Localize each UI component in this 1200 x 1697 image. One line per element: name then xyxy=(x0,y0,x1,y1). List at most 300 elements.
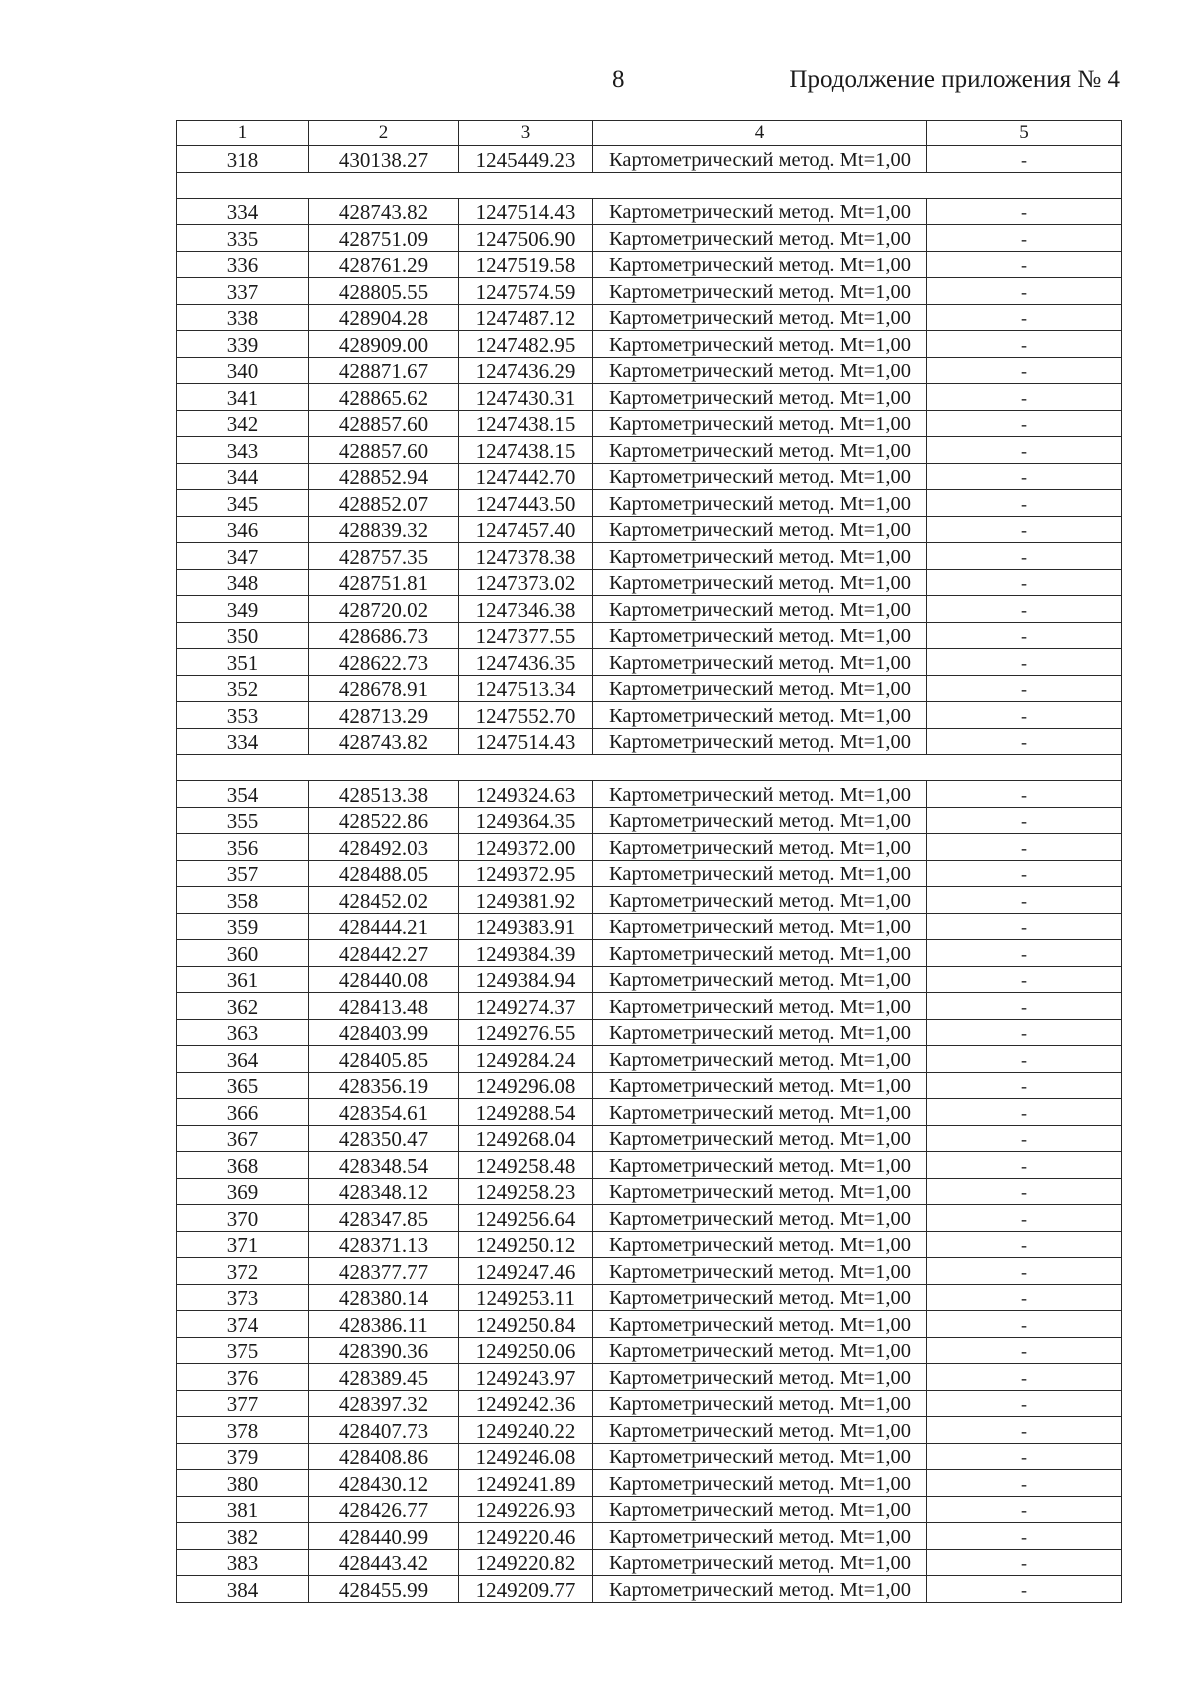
table-row xyxy=(177,1152,1122,1179)
table-row xyxy=(177,1205,1122,1232)
y-coordinate-cell: 1249268.04 xyxy=(459,1125,593,1152)
method-cell: Картометрический метод. Mt=1,00 xyxy=(593,1231,927,1258)
table-row xyxy=(177,860,1122,887)
point-number-cell: 379 xyxy=(177,1443,309,1470)
x-coordinate-cell: 428865.62 xyxy=(309,384,459,411)
x-coordinate-cell: 428751.81 xyxy=(309,569,459,596)
method-cell: Картометрический метод. Mt=1,00 xyxy=(593,1072,927,1099)
table-row xyxy=(177,1046,1122,1073)
table-row xyxy=(177,1178,1122,1205)
point-number-cell: 372 xyxy=(177,1258,309,1285)
point-number-cell: 350 xyxy=(177,622,309,649)
x-coordinate-cell: 428403.99 xyxy=(309,1019,459,1046)
x-coordinate-cell: 428452.02 xyxy=(309,887,459,914)
note-cell: - xyxy=(927,1443,1122,1470)
note-cell: - xyxy=(927,1099,1122,1126)
method-cell: Картометрический метод. Mt=1,00 xyxy=(593,834,927,861)
y-coordinate-cell: 1249242.36 xyxy=(459,1390,593,1417)
table-row xyxy=(177,1417,1122,1444)
method-cell: Картометрический метод. Mt=1,00 xyxy=(593,807,927,834)
method-cell: Картометрический метод. Mt=1,00 xyxy=(593,251,927,278)
point-number-cell: 335 xyxy=(177,225,309,252)
column-header: 4 xyxy=(593,121,927,146)
note-cell: - xyxy=(927,410,1122,437)
point-number-cell: 383 xyxy=(177,1549,309,1576)
note-cell: - xyxy=(927,1470,1122,1497)
method-cell: Картометрический метод. Mt=1,00 xyxy=(593,966,927,993)
method-cell: Картометрический метод. Mt=1,00 xyxy=(593,569,927,596)
point-number-cell: 378 xyxy=(177,1417,309,1444)
y-coordinate-cell: 1247430.31 xyxy=(459,384,593,411)
note-cell: - xyxy=(927,1231,1122,1258)
table-row xyxy=(177,1364,1122,1391)
method-cell: Картометрический метод. Mt=1,00 xyxy=(593,463,927,490)
note-cell: - xyxy=(927,1337,1122,1364)
x-coordinate-cell: 428347.85 xyxy=(309,1205,459,1232)
x-coordinate-cell: 428407.73 xyxy=(309,1417,459,1444)
x-coordinate-cell: 428386.11 xyxy=(309,1311,459,1338)
y-coordinate-cell: 1249226.93 xyxy=(459,1496,593,1523)
note-cell: - xyxy=(927,649,1122,676)
note-cell: - xyxy=(927,1496,1122,1523)
table-row xyxy=(177,490,1122,517)
table-row xyxy=(177,913,1122,940)
column-header: 3 xyxy=(459,121,593,146)
y-coordinate-cell: 1249372.00 xyxy=(459,834,593,861)
note-cell: - xyxy=(927,1523,1122,1550)
x-coordinate-cell: 428743.82 xyxy=(309,198,459,225)
point-number-cell: 343 xyxy=(177,437,309,464)
table-row xyxy=(177,1311,1122,1338)
method-cell: Картометрический метод. Mt=1,00 xyxy=(593,1549,927,1576)
y-coordinate-cell: 1249384.94 xyxy=(459,966,593,993)
point-number-cell: 382 xyxy=(177,1523,309,1550)
method-cell: Картометрический метод. Mt=1,00 xyxy=(593,596,927,623)
y-coordinate-cell: 1249250.84 xyxy=(459,1311,593,1338)
method-cell: Картометрический метод. Mt=1,00 xyxy=(593,860,927,887)
note-cell: - xyxy=(927,1019,1122,1046)
y-coordinate-cell: 1249247.46 xyxy=(459,1258,593,1285)
x-coordinate-cell: 428839.32 xyxy=(309,516,459,543)
method-cell: Картометрический метод. Mt=1,00 xyxy=(593,357,927,384)
note-cell: - xyxy=(927,384,1122,411)
table-body xyxy=(177,146,1122,1603)
table-row xyxy=(177,966,1122,993)
note-cell: - xyxy=(927,913,1122,940)
point-number-cell: 374 xyxy=(177,1311,309,1338)
point-number-cell: 361 xyxy=(177,966,309,993)
table-row xyxy=(177,834,1122,861)
x-coordinate-cell: 428426.77 xyxy=(309,1496,459,1523)
note-cell: - xyxy=(927,1284,1122,1311)
x-coordinate-cell: 428350.47 xyxy=(309,1125,459,1152)
note-cell: - xyxy=(927,1072,1122,1099)
point-number-cell: 355 xyxy=(177,807,309,834)
point-number-cell: 339 xyxy=(177,331,309,358)
method-cell: Картометрический метод. Mt=1,00 xyxy=(593,1523,927,1550)
y-coordinate-cell: 1245449.23 xyxy=(459,146,593,173)
note-cell: - xyxy=(927,1205,1122,1232)
x-coordinate-cell: 428354.61 xyxy=(309,1099,459,1126)
note-cell: - xyxy=(927,146,1122,173)
note-cell: - xyxy=(927,834,1122,861)
table-row xyxy=(177,1258,1122,1285)
y-coordinate-cell: 1247519.58 xyxy=(459,251,593,278)
point-number-cell: 367 xyxy=(177,1125,309,1152)
x-coordinate-cell: 428720.02 xyxy=(309,596,459,623)
x-coordinate-cell: 428622.73 xyxy=(309,649,459,676)
table-row xyxy=(177,1470,1122,1497)
note-cell: - xyxy=(927,198,1122,225)
table-row xyxy=(177,384,1122,411)
table-row xyxy=(177,1231,1122,1258)
table-row xyxy=(177,1099,1122,1126)
table-row xyxy=(177,569,1122,596)
table-row xyxy=(177,1443,1122,1470)
note-cell: - xyxy=(927,966,1122,993)
table-header-row xyxy=(177,121,1122,146)
y-coordinate-cell: 1249220.82 xyxy=(459,1549,593,1576)
note-cell: - xyxy=(927,887,1122,914)
x-coordinate-cell: 428405.85 xyxy=(309,1046,459,1073)
note-cell: - xyxy=(927,675,1122,702)
method-cell: Картометрический метод. Mt=1,00 xyxy=(593,304,927,331)
method-cell: Картометрический метод. Mt=1,00 xyxy=(593,1364,927,1391)
point-number-cell: 369 xyxy=(177,1178,309,1205)
note-cell: - xyxy=(927,1046,1122,1073)
method-cell: Картометрический метод. Mt=1,00 xyxy=(593,225,927,252)
note-cell: - xyxy=(927,702,1122,729)
separator-cell xyxy=(177,172,1122,198)
table-row xyxy=(177,1337,1122,1364)
method-cell: Картометрический метод. Mt=1,00 xyxy=(593,1152,927,1179)
y-coordinate-cell: 1249209.77 xyxy=(459,1576,593,1603)
table-row xyxy=(177,1125,1122,1152)
method-cell: Картометрический метод. Mt=1,00 xyxy=(593,1019,927,1046)
method-cell: Картометрический метод. Mt=1,00 xyxy=(593,675,927,702)
note-cell: - xyxy=(927,304,1122,331)
method-cell: Картометрический метод. Mt=1,00 xyxy=(593,1311,927,1338)
appendix-continuation-title: Продолжение приложения № 4 xyxy=(789,66,1120,93)
note-cell: - xyxy=(927,807,1122,834)
y-coordinate-cell: 1249256.64 xyxy=(459,1205,593,1232)
point-number-cell: 338 xyxy=(177,304,309,331)
point-number-cell: 336 xyxy=(177,251,309,278)
table-row xyxy=(177,1496,1122,1523)
note-cell: - xyxy=(927,993,1122,1020)
table-row xyxy=(177,728,1122,755)
section-separator-row xyxy=(177,755,1122,781)
x-coordinate-cell: 428852.94 xyxy=(309,463,459,490)
note-cell: - xyxy=(927,860,1122,887)
y-coordinate-cell: 1247514.43 xyxy=(459,198,593,225)
table-row xyxy=(177,437,1122,464)
note-cell: - xyxy=(927,1311,1122,1338)
table-row xyxy=(177,1019,1122,1046)
point-number-cell: 370 xyxy=(177,1205,309,1232)
note-cell: - xyxy=(927,1417,1122,1444)
x-coordinate-cell: 428397.32 xyxy=(309,1390,459,1417)
table-row xyxy=(177,146,1122,173)
y-coordinate-cell: 1247443.50 xyxy=(459,490,593,517)
method-cell: Картометрический метод. Mt=1,00 xyxy=(593,940,927,967)
method-cell: Картометрический метод. Mt=1,00 xyxy=(593,1099,927,1126)
y-coordinate-cell: 1249372.95 xyxy=(459,860,593,887)
y-coordinate-cell: 1247436.35 xyxy=(459,649,593,676)
method-cell: Картометрический метод. Mt=1,00 xyxy=(593,146,927,173)
note-cell: - xyxy=(927,728,1122,755)
x-coordinate-cell: 428440.99 xyxy=(309,1523,459,1550)
method-cell: Картометрический метод. Mt=1,00 xyxy=(593,543,927,570)
x-coordinate-cell: 428380.14 xyxy=(309,1284,459,1311)
point-number-cell: 363 xyxy=(177,1019,309,1046)
x-coordinate-cell: 428757.35 xyxy=(309,543,459,570)
point-number-cell: 364 xyxy=(177,1046,309,1073)
point-number-cell: 318 xyxy=(177,146,309,173)
separator-cell xyxy=(177,755,1122,781)
method-cell: Картометрический метод. Mt=1,00 xyxy=(593,781,927,808)
note-cell: - xyxy=(927,463,1122,490)
note-cell: - xyxy=(927,490,1122,517)
table-row xyxy=(177,807,1122,834)
note-cell: - xyxy=(927,331,1122,358)
point-number-cell: 359 xyxy=(177,913,309,940)
x-coordinate-cell: 428743.82 xyxy=(309,728,459,755)
table-row xyxy=(177,781,1122,808)
y-coordinate-cell: 1249284.24 xyxy=(459,1046,593,1073)
y-coordinate-cell: 1249246.08 xyxy=(459,1443,593,1470)
method-cell: Картометрический метод. Mt=1,00 xyxy=(593,331,927,358)
note-cell: - xyxy=(927,622,1122,649)
table-row xyxy=(177,596,1122,623)
x-coordinate-cell: 428455.99 xyxy=(309,1576,459,1603)
table-row xyxy=(177,649,1122,676)
column-header: 5 xyxy=(927,121,1122,146)
point-number-cell: 373 xyxy=(177,1284,309,1311)
method-cell: Картометрический метод. Mt=1,00 xyxy=(593,1125,927,1152)
note-cell: - xyxy=(927,781,1122,808)
x-coordinate-cell: 428904.28 xyxy=(309,304,459,331)
y-coordinate-cell: 1247346.38 xyxy=(459,596,593,623)
y-coordinate-cell: 1247574.59 xyxy=(459,278,593,305)
y-coordinate-cell: 1249384.39 xyxy=(459,940,593,967)
point-number-cell: 366 xyxy=(177,1099,309,1126)
x-coordinate-cell: 428356.19 xyxy=(309,1072,459,1099)
coordinates-table xyxy=(176,120,1122,1603)
x-coordinate-cell: 428443.42 xyxy=(309,1549,459,1576)
method-cell: Картометрический метод. Mt=1,00 xyxy=(593,1258,927,1285)
table-row xyxy=(177,543,1122,570)
x-coordinate-cell: 428440.08 xyxy=(309,966,459,993)
column-header: 1 xyxy=(177,121,309,146)
note-cell: - xyxy=(927,1125,1122,1152)
method-cell: Картометрический метод. Mt=1,00 xyxy=(593,437,927,464)
y-coordinate-cell: 1247438.15 xyxy=(459,437,593,464)
method-cell: Картометрический метод. Mt=1,00 xyxy=(593,993,927,1020)
y-coordinate-cell: 1249250.12 xyxy=(459,1231,593,1258)
y-coordinate-cell: 1249296.08 xyxy=(459,1072,593,1099)
table-row xyxy=(177,1072,1122,1099)
table-row xyxy=(177,993,1122,1020)
x-coordinate-cell: 428371.13 xyxy=(309,1231,459,1258)
x-coordinate-cell: 428408.86 xyxy=(309,1443,459,1470)
table-row xyxy=(177,1576,1122,1603)
y-coordinate-cell: 1249258.23 xyxy=(459,1178,593,1205)
y-coordinate-cell: 1247487.12 xyxy=(459,304,593,331)
table-row xyxy=(177,410,1122,437)
point-number-cell: 362 xyxy=(177,993,309,1020)
x-coordinate-cell: 428492.03 xyxy=(309,834,459,861)
point-number-cell: 337 xyxy=(177,278,309,305)
table-row xyxy=(177,225,1122,252)
point-number-cell: 351 xyxy=(177,649,309,676)
method-cell: Картометрический метод. Mt=1,00 xyxy=(593,913,927,940)
method-cell: Картометрический метод. Mt=1,00 xyxy=(593,1178,927,1205)
y-coordinate-cell: 1247442.70 xyxy=(459,463,593,490)
point-number-cell: 340 xyxy=(177,357,309,384)
point-number-cell: 371 xyxy=(177,1231,309,1258)
x-coordinate-cell: 428713.29 xyxy=(309,702,459,729)
x-coordinate-cell: 428852.07 xyxy=(309,490,459,517)
note-cell: - xyxy=(927,1152,1122,1179)
x-coordinate-cell: 428413.48 xyxy=(309,993,459,1020)
y-coordinate-cell: 1249276.55 xyxy=(459,1019,593,1046)
method-cell: Картометрический метод. Mt=1,00 xyxy=(593,410,927,437)
note-cell: - xyxy=(927,1178,1122,1205)
y-coordinate-cell: 1249383.91 xyxy=(459,913,593,940)
note-cell: - xyxy=(927,1576,1122,1603)
table-row xyxy=(177,1549,1122,1576)
method-cell: Картометрический метод. Mt=1,00 xyxy=(593,1496,927,1523)
y-coordinate-cell: 1249250.06 xyxy=(459,1337,593,1364)
y-coordinate-cell: 1247514.43 xyxy=(459,728,593,755)
method-cell: Картометрический метод. Mt=1,00 xyxy=(593,887,927,914)
x-coordinate-cell: 428751.09 xyxy=(309,225,459,252)
y-coordinate-cell: 1247457.40 xyxy=(459,516,593,543)
x-coordinate-cell: 428678.91 xyxy=(309,675,459,702)
y-coordinate-cell: 1247377.55 xyxy=(459,622,593,649)
y-coordinate-cell: 1249258.48 xyxy=(459,1152,593,1179)
table-row xyxy=(177,516,1122,543)
x-coordinate-cell: 428444.21 xyxy=(309,913,459,940)
method-cell: Картометрический метод. Mt=1,00 xyxy=(593,649,927,676)
point-number-cell: 377 xyxy=(177,1390,309,1417)
note-cell: - xyxy=(927,1390,1122,1417)
y-coordinate-cell: 1249243.97 xyxy=(459,1364,593,1391)
x-coordinate-cell: 428348.12 xyxy=(309,1178,459,1205)
point-number-cell: 352 xyxy=(177,675,309,702)
point-number-cell: 353 xyxy=(177,702,309,729)
x-coordinate-cell: 428871.67 xyxy=(309,357,459,384)
x-coordinate-cell: 428857.60 xyxy=(309,437,459,464)
page-number: 8 xyxy=(612,66,625,93)
table-row xyxy=(177,304,1122,331)
note-cell: - xyxy=(927,225,1122,252)
y-coordinate-cell: 1249220.46 xyxy=(459,1523,593,1550)
point-number-cell: 334 xyxy=(177,728,309,755)
point-number-cell: 345 xyxy=(177,490,309,517)
method-cell: Картометрический метод. Mt=1,00 xyxy=(593,198,927,225)
table-row xyxy=(177,887,1122,914)
table-row xyxy=(177,702,1122,729)
point-number-cell: 384 xyxy=(177,1576,309,1603)
point-number-cell: 348 xyxy=(177,569,309,596)
point-number-cell: 334 xyxy=(177,198,309,225)
x-coordinate-cell: 428805.55 xyxy=(309,278,459,305)
y-coordinate-cell: 1247482.95 xyxy=(459,331,593,358)
note-cell: - xyxy=(927,357,1122,384)
x-coordinate-cell: 428857.60 xyxy=(309,410,459,437)
y-coordinate-cell: 1249364.35 xyxy=(459,807,593,834)
table-row xyxy=(177,940,1122,967)
y-coordinate-cell: 1249324.63 xyxy=(459,781,593,808)
x-coordinate-cell: 428761.29 xyxy=(309,251,459,278)
method-cell: Картометрический метод. Mt=1,00 xyxy=(593,278,927,305)
x-coordinate-cell: 428389.45 xyxy=(309,1364,459,1391)
table-row xyxy=(177,1390,1122,1417)
y-coordinate-cell: 1249381.92 xyxy=(459,887,593,914)
method-cell: Картометрический метод. Mt=1,00 xyxy=(593,490,927,517)
y-coordinate-cell: 1249241.89 xyxy=(459,1470,593,1497)
method-cell: Картометрический метод. Mt=1,00 xyxy=(593,1470,927,1497)
x-coordinate-cell: 428488.05 xyxy=(309,860,459,887)
method-cell: Картометрический метод. Mt=1,00 xyxy=(593,1390,927,1417)
method-cell: Картометрический метод. Mt=1,00 xyxy=(593,1417,927,1444)
table-row xyxy=(177,622,1122,649)
point-number-cell: 360 xyxy=(177,940,309,967)
note-cell: - xyxy=(927,1258,1122,1285)
y-coordinate-cell: 1247438.15 xyxy=(459,410,593,437)
y-coordinate-cell: 1249274.37 xyxy=(459,993,593,1020)
y-coordinate-cell: 1247513.34 xyxy=(459,675,593,702)
y-coordinate-cell: 1249240.22 xyxy=(459,1417,593,1444)
x-coordinate-cell: 428390.36 xyxy=(309,1337,459,1364)
point-number-cell: 357 xyxy=(177,860,309,887)
point-number-cell: 356 xyxy=(177,834,309,861)
y-coordinate-cell: 1247436.29 xyxy=(459,357,593,384)
y-coordinate-cell: 1249288.54 xyxy=(459,1099,593,1126)
table-row xyxy=(177,251,1122,278)
point-number-cell: 380 xyxy=(177,1470,309,1497)
point-number-cell: 344 xyxy=(177,463,309,490)
note-cell: - xyxy=(927,596,1122,623)
y-coordinate-cell: 1247506.90 xyxy=(459,225,593,252)
method-cell: Картометрический метод. Mt=1,00 xyxy=(593,702,927,729)
note-cell: - xyxy=(927,1549,1122,1576)
table-row xyxy=(177,278,1122,305)
method-cell: Картометрический метод. Mt=1,00 xyxy=(593,1337,927,1364)
point-number-cell: 347 xyxy=(177,543,309,570)
point-number-cell: 346 xyxy=(177,516,309,543)
y-coordinate-cell: 1249253.11 xyxy=(459,1284,593,1311)
note-cell: - xyxy=(927,1364,1122,1391)
point-number-cell: 354 xyxy=(177,781,309,808)
note-cell: - xyxy=(927,516,1122,543)
x-coordinate-cell: 428686.73 xyxy=(309,622,459,649)
y-coordinate-cell: 1247552.70 xyxy=(459,702,593,729)
table-row xyxy=(177,1284,1122,1311)
x-coordinate-cell: 428909.00 xyxy=(309,331,459,358)
point-number-cell: 368 xyxy=(177,1152,309,1179)
method-cell: Картометрический метод. Mt=1,00 xyxy=(593,516,927,543)
note-cell: - xyxy=(927,437,1122,464)
x-coordinate-cell: 428522.86 xyxy=(309,807,459,834)
table-row xyxy=(177,463,1122,490)
column-header: 2 xyxy=(309,121,459,146)
y-coordinate-cell: 1247373.02 xyxy=(459,569,593,596)
note-cell: - xyxy=(927,251,1122,278)
point-number-cell: 349 xyxy=(177,596,309,623)
